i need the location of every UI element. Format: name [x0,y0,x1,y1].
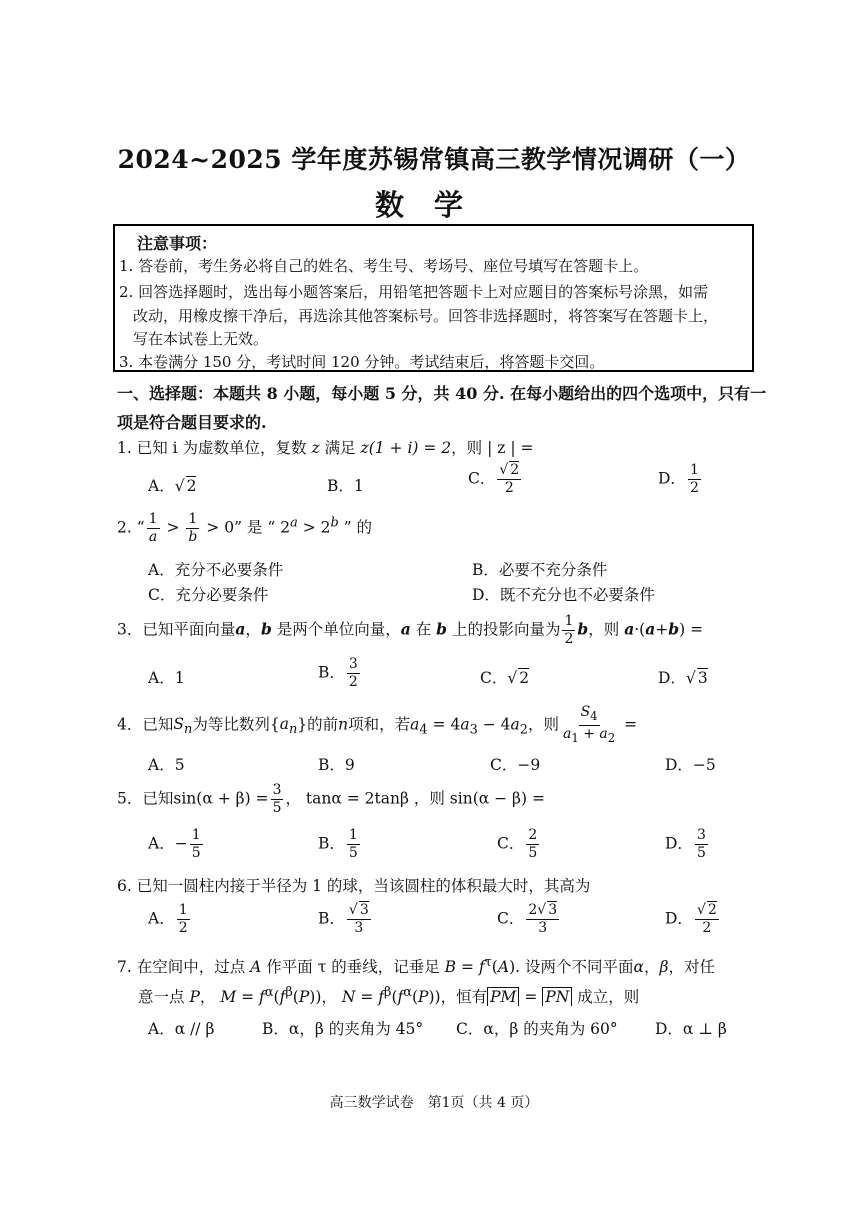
question-4: 4．已知$S_n$为等比数列$\{a_n\}$的前n项和，若$a_4 = 4a_3 - 4a_2$，则 $\frac{S_4}{a_1 + a_2}$ = [117,704,638,745]
notice-item-2-end: 写在本试卷上无效。 [133,330,269,348]
section-heading: 一、选择题：本题共 8 小题，每小题 5 分，共 40 分. 在每小题给出的四个选项中，只有一 [117,384,767,403]
notice-item-3: 3. 本卷满分 150 分，考试时间 120 分钟。考试结束后，将答题卡交回。 [119,353,605,371]
section-heading-cont: 项是符合题目要求的. [117,413,267,432]
q5-option-b: B． $\frac{1}{5}$ [318,827,358,861]
q1-option-d: D． $\frac{1}{2}$ [658,462,699,496]
q3-option-d: D．√ 3 [658,669,708,687]
notice-item-2-cont: 改动，用橡皮擦干净后，再选涂其他答案标号。回答非选择题时，将答案写在答题卡上， [133,307,719,325]
q5-option-c: C． $\frac{2}{5}$ [497,827,538,861]
q2-option-a: A．充分不必要条件 [148,561,284,579]
q7-option-a: A．α // β [148,1020,215,1038]
q4-option-c: C．−9 [490,756,541,774]
q3-option-a: A．1 [148,669,185,687]
q6-option-d: D． $\frac{√ 2}{2}$ [665,902,717,936]
q2-option-c: C．充分必要条件 [148,586,269,604]
question-5: 5．已知sin(α + β) = $\frac{3}{5}$ ， tanα = 2tanβ ，则 sin(α − β) = [117,782,545,816]
q1-option-a: A．√ 2 [148,477,197,495]
notice-item-1: 1. 答卷前，考生务必将自己的姓名、考生号、考场号、座位号填写在答题卡上。 [119,257,649,275]
q1-option-c: C． $\frac{√ 2}{2}$ [468,462,520,496]
q4-option-d: D．−5 [665,756,716,774]
q3-option-c: C．√ 2 [480,669,530,687]
q5-option-d: D． $\frac{3}{5}$ [665,827,706,861]
q7-option-d: D．α ⊥ β [655,1020,727,1038]
q2-option-b: B．必要不充分条件 [472,561,608,579]
q2-option-d: D．既不充分也不必要条件 [472,586,655,604]
question-2: 2. “ $\frac{1}{a}$ > $\frac{1}{b}$ > 0” 是 “ $2^a > 2^b$ ” 的 [117,511,373,545]
q4-option-a: A．5 [148,756,185,774]
question-6: 6. 已知一圆柱内接于半径为 1 的球，当该圆柱的体积最大时，其高为 [117,877,591,895]
question-3: 3．已知平面向量a，b 是两个单位向量，a 在 b 上的投影向量为 $\frac{1}{2}$ b，则 a·(a+b) = [117,613,704,647]
q5-option-a: A．− $\frac{1}{5}$ [148,827,201,861]
q6-option-b: B． $\frac{√ 3}{3}$ [318,902,369,936]
q6-option-c: C． $\frac{2√ 3}{3}$ [497,902,558,936]
q1-option-b: B．1 [327,477,364,495]
notice-heading: 注意事项： [137,234,218,253]
exam-title: 2024~2025 学年度苏锡常镇高三教学情况调研（一） [117,145,751,174]
q6-option-a: A． $\frac{1}{2}$ [148,902,188,936]
notice-item-2: 2. 回答选择题时，选出每小题答案后，用铅笔把答题卡上对应题目的答案标号涂黑，如需 [119,283,709,301]
question-1: 1. 已知 i 为虚数单位，复数 z 满足 z(1 + i) = 2，则 | z | = [117,439,534,457]
subject-title: 数学 [374,188,493,222]
q4-option-b: B．9 [318,756,355,774]
question-7-cont: 意一点 P， $M = f^\alpha(f^\beta(P))$， $N = f^\beta(f^\alpha(P))$，恒有 PM = PN 成立，则 [138,985,640,1007]
q3-option-b: B． $\frac{3}{2}$ [318,656,358,690]
notice-box [113,224,754,372]
q7-option-c: C．α，β 的夹角为 60° [456,1020,618,1038]
question-7: 7. 在空间中，过点 A 作平面 τ 的垂线，记垂足 $B = f^\tau(A)$. 设两个不同平面α，β，对任 [117,955,715,977]
q7-option-b: B．α，β 的夹角为 45° [262,1020,424,1038]
page-footer: 高三数学试卷 第1页（共 4 页） [329,1095,539,1111]
